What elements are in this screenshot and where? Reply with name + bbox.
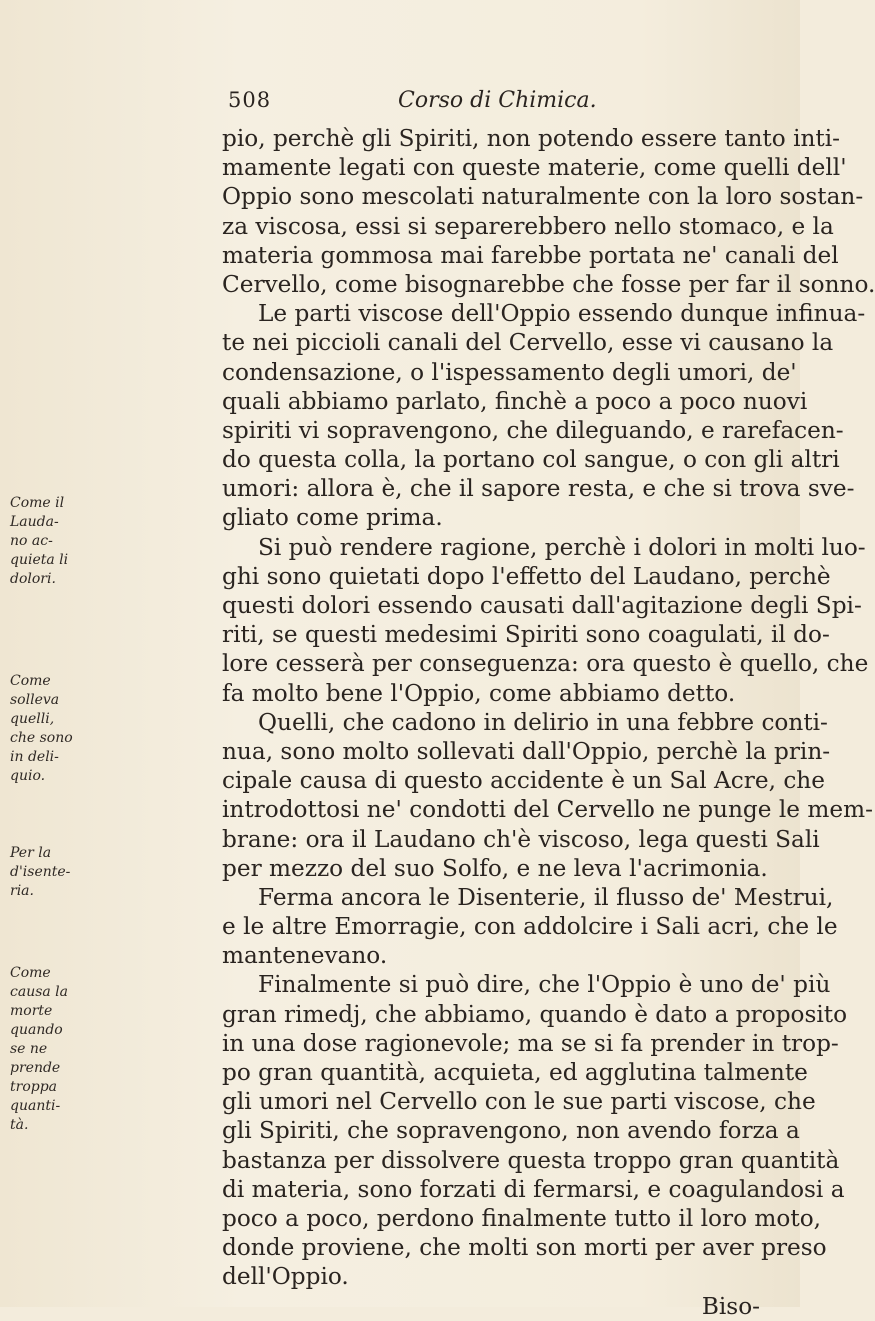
text-line: fa molto bene l'Oppio, come abbiamo detto. xyxy=(222,679,736,707)
margin-note-line: Lauda- xyxy=(10,514,59,530)
text-line: condensazione, o l'ispessamento degli umori, de' xyxy=(222,358,797,386)
text-line: e le altre Emorragie, con addolcire i Sali acri, che le xyxy=(222,913,838,941)
text-line: questi dolori essendo causati dall'agitazione degli Spi- xyxy=(222,592,862,619)
margin-note-line: dolori. xyxy=(10,571,56,587)
text-line: nua, sono molto sollevati dall'Oppio, perchè la prin- xyxy=(222,737,831,765)
margin-note-line: morte xyxy=(10,1003,53,1019)
margin-note-line: se ne xyxy=(10,1041,48,1057)
text-line: spiriti vi sopravengono, che dileguando, e rarefacen- xyxy=(222,416,844,444)
margin-note-line: troppa xyxy=(10,1079,58,1095)
margin-note-line: d'isente- xyxy=(10,864,71,880)
text-line: gliato come prima. xyxy=(222,504,443,532)
text-line: in una dose ragionevole; ma se si fa prender in trop- xyxy=(222,1029,839,1057)
text-line: materia gommosa mai farebbe portata ne' canali del xyxy=(222,241,839,269)
margin-note xyxy=(10,672,120,786)
text-line: Cervello, come bisognarebbe che fosse per far il sonno. xyxy=(222,270,875,298)
text-line: brane: ora il Laudano ch'è viscoso, lega questi Sali xyxy=(222,825,820,853)
catchword: Biso- xyxy=(701,1292,760,1320)
text-line: per mezzo del suo Solfo, e ne leva l'acrimonia. xyxy=(222,854,768,882)
text-line: gli umori nel Cervello con le sue parti viscose, che xyxy=(222,1088,816,1116)
text-line: za viscosa, essi si separerebbero nello stomaco, e la xyxy=(222,212,834,240)
margin-note-line: tà. xyxy=(10,1117,29,1133)
text-line: poco a poco, perdono finalmente tutto il loro moto, xyxy=(222,1204,822,1232)
text-line: Ferma ancora le Disenterie, il flusso de' Mestrui, xyxy=(258,883,834,911)
margin-note-line: quelli, xyxy=(10,711,55,727)
text-line: mamente legati con queste materie, come quelli dell' xyxy=(222,154,847,182)
text-line: Le parti viscose dell'Oppio essendo dunque infinua- xyxy=(258,300,866,328)
text-line: gli Spiriti, che sopravengono, non avendo forza a xyxy=(222,1117,800,1145)
margin-note-line: che sono xyxy=(10,730,73,746)
margin-note xyxy=(10,964,120,1135)
margin-note xyxy=(10,844,120,901)
text-line: lore cesserà per conseguenza: ora questo è quello, che xyxy=(222,650,869,678)
main-text xyxy=(222,124,875,1321)
margin-note xyxy=(10,494,120,589)
text-line: gran rimedj, che abbiamo, quando è dato a proposito xyxy=(222,1000,848,1028)
text-line: Finalmente si può dire, che l'Oppio è uno de' più xyxy=(258,971,831,999)
text-line: ghi sono quietati dopo l'effetto del Laudano, perchè xyxy=(222,562,831,590)
text-line: Oppio sono mescolati naturalmente con la loro sostan- xyxy=(222,183,864,211)
running-title: Corso di Chimica. xyxy=(398,88,597,113)
margin-note-line: in deli- xyxy=(10,749,59,765)
text-line: cipale causa di questo accidente è un Sal Acre, che xyxy=(222,767,825,795)
margin-note-line: quieta li xyxy=(10,552,69,568)
text-line: quali abbiamo parlato, finchè a poco a poco nuovi xyxy=(222,387,808,415)
text-line: te nei piccioli canali del Cervello, esse vi causano la xyxy=(222,329,834,357)
page-number: 508 xyxy=(228,88,272,112)
margin-note-line: no ac- xyxy=(10,533,53,549)
margin-note-line: ria. xyxy=(10,883,34,899)
margin-note-line: Come xyxy=(10,673,51,689)
margin-note-line: Per la xyxy=(10,845,52,861)
text-line: introdottosi ne' condotti del Cervello ne punge le mem- xyxy=(222,796,873,824)
text-line: riti, se questi medesimi Spiriti sono coagulati, il do- xyxy=(222,621,830,649)
margin-note-line: causa la xyxy=(10,984,69,1000)
margin-note-line: quio. xyxy=(10,768,46,784)
margin-note-line: quanti- xyxy=(10,1098,61,1114)
text-line: do questa colla, la portano col sangue, o con gli altri xyxy=(222,446,840,474)
text-line: bastanza per dissolvere questa troppo gran quantità xyxy=(222,1146,840,1174)
text-line: donde proviene, che molti son morti per aver preso xyxy=(222,1234,827,1262)
text-line: Si può rendere ragione, perchè i dolori in molti luo- xyxy=(258,533,866,561)
text-line: di materia, sono forzati di fermarsi, e coagulandosi a xyxy=(222,1175,845,1203)
margin-note-line: quando xyxy=(10,1022,63,1038)
margin-note-line: solleva xyxy=(10,692,60,708)
text-line: pio, perchè gli Spiriti, non potendo essere tanto inti- xyxy=(222,125,841,152)
margin-note-line: Come xyxy=(10,965,51,981)
margin-note-line: Come il xyxy=(10,495,65,511)
text-line: po gran quantità, acquieta, ed agglutina talmente xyxy=(222,1059,808,1086)
page-header xyxy=(0,88,800,128)
text-line: dell'Oppio. xyxy=(222,1263,349,1291)
text-line: umori: allora è, che il sapore resta, e che si trova sve- xyxy=(222,475,855,503)
text-line: Quelli, che cadono in delirio in una febbre conti- xyxy=(258,708,828,736)
text-line: mantenevano. xyxy=(222,942,388,970)
margin-note-line: prende xyxy=(10,1060,61,1076)
